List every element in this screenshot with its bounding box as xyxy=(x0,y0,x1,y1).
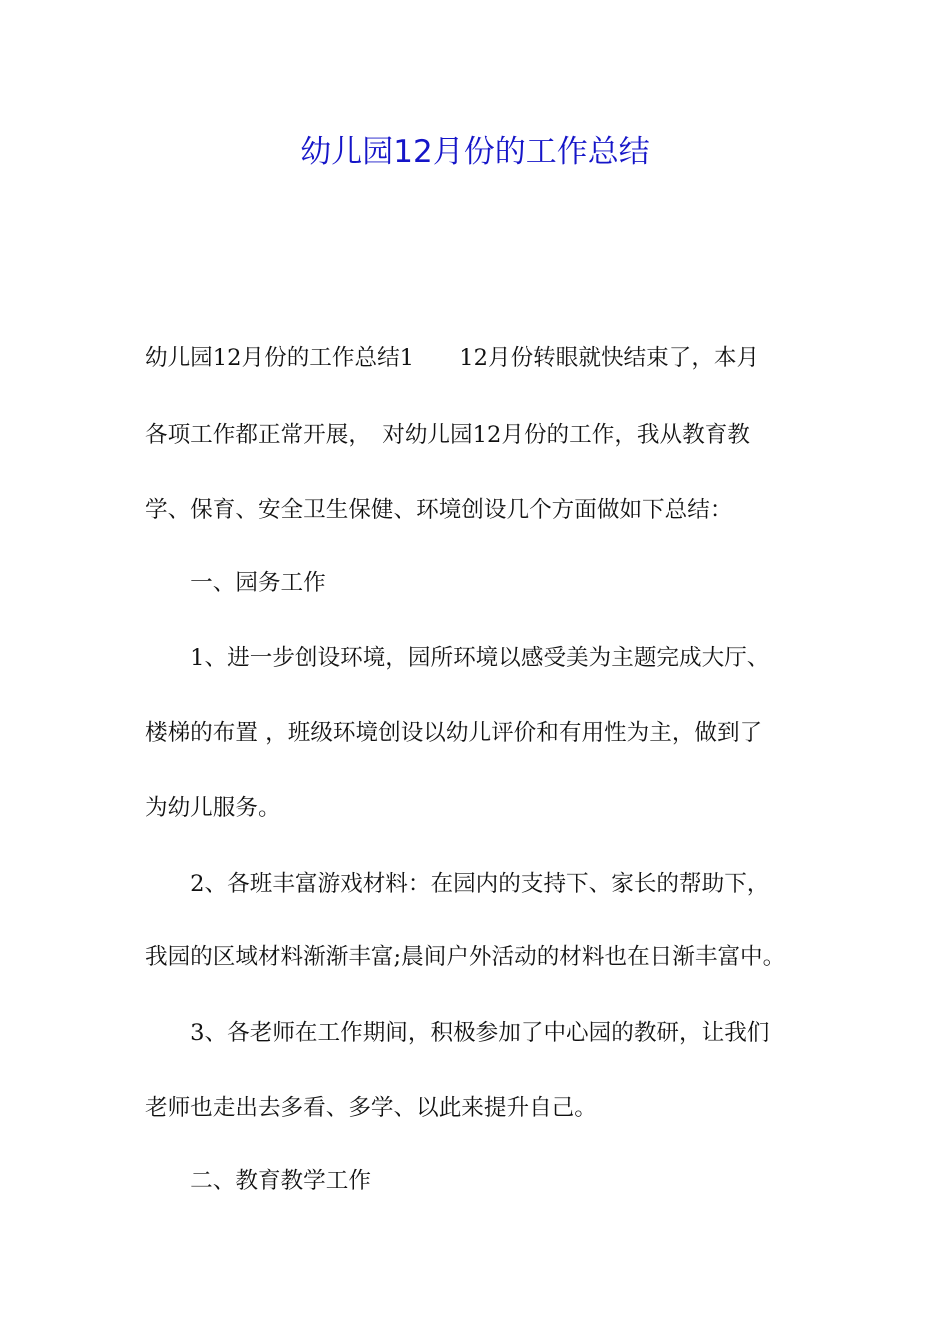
body-line-1: 幼儿园12月份的工作总结1 12月份转眼就快结束了，本月 xyxy=(145,345,760,371)
document-title: 幼儿园12月份的工作总结 xyxy=(300,134,650,170)
body-line-5: 1、进一步创设环境，园所环境以感受美为主题完成大厅、 xyxy=(145,645,770,671)
body-line-7: 为幼儿服务。 xyxy=(145,795,281,821)
body-line-8: 2、各班丰富游戏材料：在园内的支持下、家长的帮助下， xyxy=(145,871,770,897)
body-line-9: 我园的区域材料渐渐丰富;晨间户外活动的材料也在日渐丰富中。 xyxy=(145,944,786,970)
body-line-11: 老师也走出去多看、多学、以此来提升自己。 xyxy=(145,1095,597,1121)
body-line-2: 各项工作都正常开展， 对幼儿园12月份的工作，我从教育教 xyxy=(145,422,750,448)
section-heading-2: 二、教育教学工作 xyxy=(145,1168,371,1194)
body-line-10: 3、各老师在工作期间，积极参加了中心园的教研，让我们 xyxy=(145,1020,770,1046)
body-line-6: 楼梯的布置 ，班级环境创设以幼儿评价和有用性为主，做到了 xyxy=(145,720,763,746)
body-line-3: 学、保育、安全卫生保健、环境创设几个方面做如下总结： xyxy=(145,497,733,523)
section-heading-1: 一、园务工作 xyxy=(145,570,326,596)
